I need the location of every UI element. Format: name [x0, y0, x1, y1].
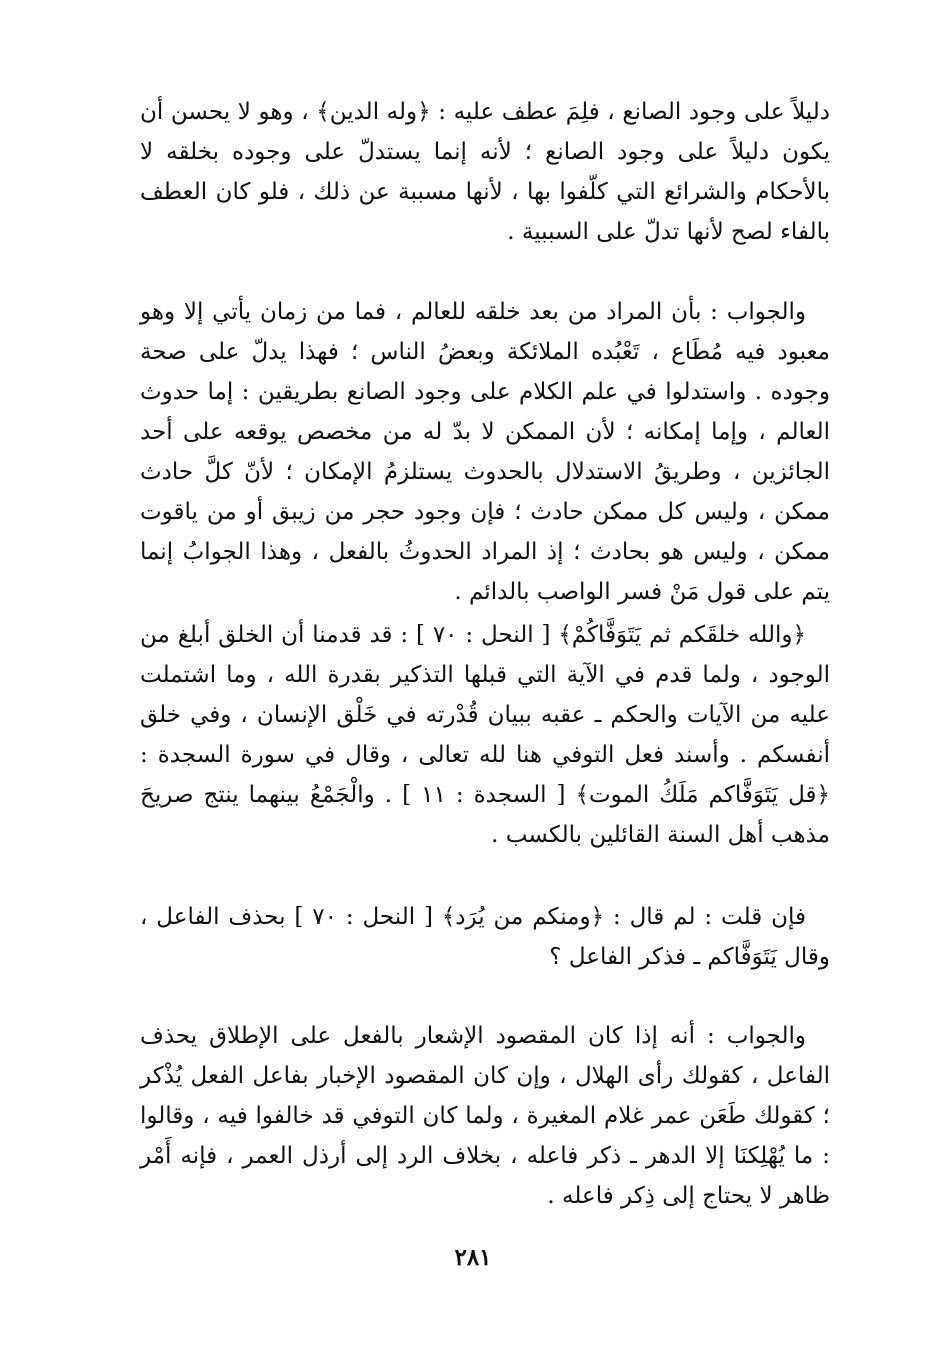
- paragraph-text: والجواب : بأن المراد من بعد خلقه للعالم ، فما من زمان يأتي إلا وهو معبود فيه مُطَاع ، تَعْبُده الملائكة وبعضُ الناس ؛ فهذا يدلّ على صحة وجوده . واستدلوا في علم الكلام على وجود الصانع بطريقين : إما حدوث العالم ، وإما إمكانه ؛ لأن الممكن لا بدّ له من مخصص يوقعه على أحد الجائزين ، وطريقُ الاستدلال بالحدوث يستلزمُ الإمكان ؛ لأنّ كلَّ حادث ممكن ، وليس كل ممكن حادث ؛ فإن وجود حجر من زيبق أو من ياقوت ممكن ، وليس هو بحادث ؛ إذ المراد الحدوثُ بالفعل ، وهذا الجوابُ إنما يتم على قول مَنْ فسر الواصب بالدائم .: [140, 299, 830, 605]
- paragraph-1: [140, 92, 830, 252]
- paragraph-5: [140, 1016, 830, 1216]
- paragraph-text: دليلاً على وجود الصانع ، فلِمَ عطف عليه : ﴿وله الدين﴾ ، وهو لا يحسن أن يكون دليلاً على وجود الصانع ؛ لأنه إنما يستدلّ على وجوده بخلقه لا بالأحكام والشرائع التي كلّفوا بها ، لأنها مسببة عن ذلك ، فلو كان العطف بالفاء لصح لأنها تدلّ على السببية .: [140, 99, 830, 245]
- paragraph-3: [140, 615, 830, 855]
- paragraph-text: والجواب : أنه إذا كان المقصود الإشعار بالفعل على الإطلاق يحذف الفاعل ، كقولك رأى الهلال ، وإن كان المقصود الإخبار بفاعل الفعل يُذْكر ؛ كقولك طَعَن عمر غلام المغيرة ، ولما كان التوفي قد خالفوا فيه ، وقالوا : ما يُهْلِكنَا إلا الدهر ـ ذكر فاعله ، بخلاف الرد إلى أرذل العمر ، فإنه أَمْر ظاهر لا يحتاج إلى ذِكر فاعله .: [140, 1023, 830, 1209]
- page-number: ٢٨١: [454, 1244, 492, 1271]
- paragraph-text: ﴿والله خلقَكم ثم يَتَوَفَّاكُمْ﴾ [ النحل : ٧٠ ] : قد قدمنا أن الخلق أبلغ من الوجود ، ولما قدم في الآية التي قبلها التذكير بقدرة الله ، وما اشتملت عليه من الآيات والحكم ـ عقبه ببيان قُدْرته في خَلْق الإنسان ، وفي خلق أنفسكم . وأسند فعل التوفي هنا لله تعالى ، وقال في سورة السجدة : ﴿قل يَتَوَفَّاكم مَلَكُ الموت﴾ [ السجدة : ١١ ] . والْجَمْعُ بينهما ينتج صريحَ مذهب أهل السنة القائلين بالكسب .: [140, 622, 830, 848]
- paragraph-text: فإن قلت : لم قال : ﴿ومنكم من يُرَد﴾ [ النحل : ٧٠ ] بحذف الفاعل ، وقال يَتَوَفَّاكم ـ فذكر الفاعل ؟: [140, 904, 830, 970]
- paragraph-2: [140, 292, 830, 612]
- paragraph-4: [140, 897, 830, 977]
